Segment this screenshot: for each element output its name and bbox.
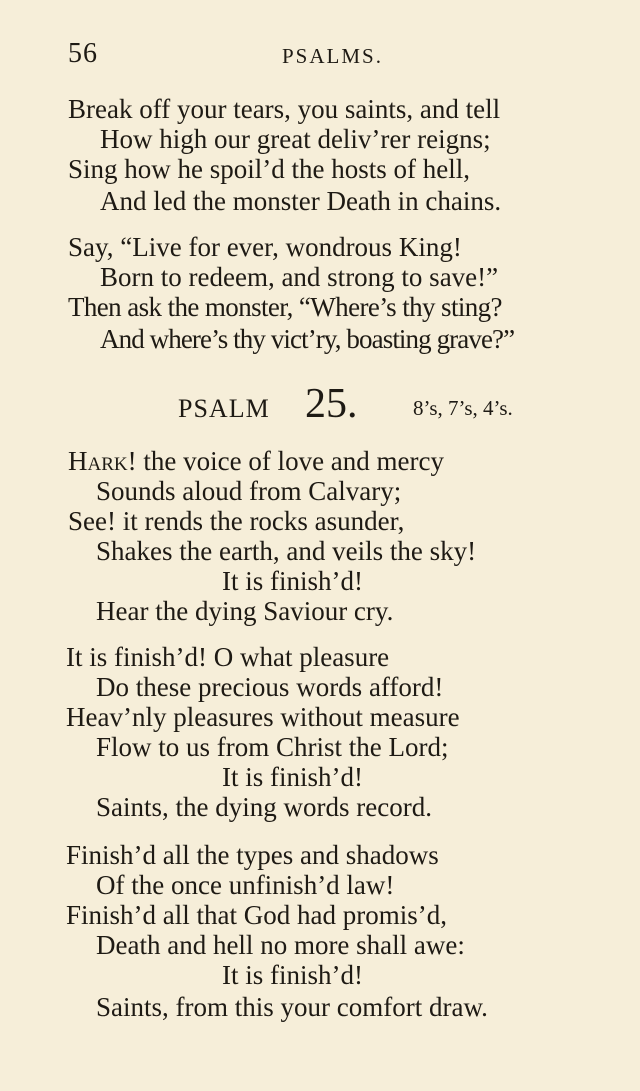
verse-line: Finish’d all that God had promis’d, <box>66 900 447 930</box>
verse-line: Do these precious words afford! <box>96 672 444 702</box>
psalm-heading <box>0 380 640 430</box>
verse-line: Finish’d all the types and shadows <box>66 840 439 870</box>
verse-line: And led the monster Death in chains. <box>100 186 502 216</box>
verse-line <box>68 446 444 476</box>
verse-line: Born to redeem, and strong to save!” <box>100 262 499 292</box>
verse-line: It is finish’d! O what pleasure <box>66 642 390 672</box>
meter-indication: 8’s, 7’s, 4’s. <box>413 396 513 420</box>
verse-line: See! it rends the rocks asunder, <box>68 506 405 536</box>
verse-line: Flow to us from Christ the Lord; <box>96 732 449 762</box>
drop-word: Hark <box>68 446 128 476</box>
verse-line: Death and hell no more shall awe: <box>96 930 465 960</box>
verse-line: Saints, the dying words record. <box>96 792 432 822</box>
verse-refrain: It is finish’d! <box>222 960 363 990</box>
verse-line: Sing how he spoil’d the hosts of hell, <box>68 154 470 184</box>
verse-line-rest: ! the voice of love and mercy <box>127 446 444 476</box>
verse-line: How high our great deliv’rer reigns; <box>100 124 491 154</box>
verse-line: Saints, from this your comfort draw. <box>96 992 488 1022</box>
running-head: PSALMS. <box>282 44 383 68</box>
verse-line: Hear the dying Saviour cry. <box>96 596 394 626</box>
page-header <box>0 38 640 78</box>
verse-line: Sounds aloud from Calvary; <box>96 476 402 506</box>
verse-line: Of the once unfinish’d law! <box>96 870 395 900</box>
verse-line: Then ask the monster, “Where’s thy sting? <box>68 292 502 322</box>
psalm-label: PSALM <box>178 394 270 423</box>
verse-line: And where’s thy vict’ry, boasting grave?” <box>100 324 515 354</box>
page-number: 56 <box>68 38 98 69</box>
verse-refrain: It is finish’d! <box>222 566 363 596</box>
verse-line: Heav’nly pleasures without measure <box>66 702 460 732</box>
verse-line: Break off your tears, you saints, and tell <box>68 94 501 124</box>
verse-line: Shakes the earth, and veils the sky! <box>96 536 477 566</box>
verse-line: Say, “Live for ever, wondrous King! <box>68 232 462 262</box>
psalm-number: 25. <box>305 381 358 427</box>
verse-refrain: It is finish’d! <box>222 762 363 792</box>
